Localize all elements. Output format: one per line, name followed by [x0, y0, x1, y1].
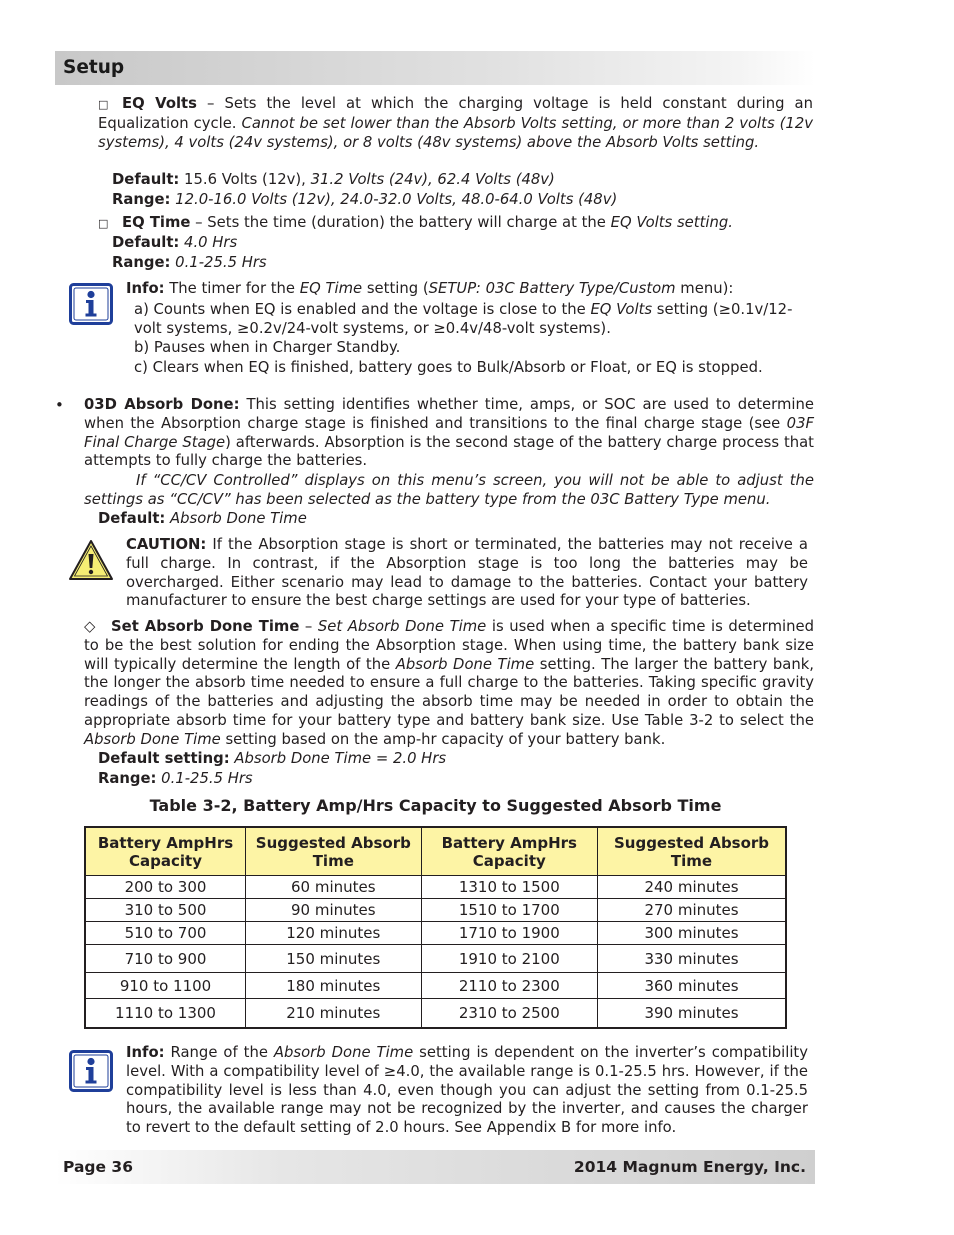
eq-volts-desc: – Sets the level at which the charging voltage is held constant during an Equalization cycle. — [98, 95, 813, 132]
square-bullet-icon: □ — [98, 98, 109, 111]
table-cell: 300 minutes — [598, 922, 786, 945]
square-bullet-icon: □ — [98, 217, 109, 230]
table-header-cell: Suggested Absorb Time — [598, 827, 786, 876]
table-cell: 200 to 300 — [85, 876, 246, 899]
table-row — [85, 973, 786, 999]
info-text: setting (≥0.1v/12-volt systems, ≥0.2v/24-volt systems, or ≥0.4v/48-volt systems). — [134, 300, 793, 337]
table-cell: 510 to 700 — [85, 922, 246, 945]
info-text-italic: EQ Volts — [590, 300, 653, 318]
set-absorb-text-italic: Absorb Done Time — [395, 655, 535, 673]
absorb-done-note: If “CC/CV Controlled” displays on this menu’s screen, you will not be able to adjust the settings as “CC/CV” has been selected as the battery type from the 03C Battery Type menu. — [84, 472, 814, 508]
info-text: setting is dependent on the inverter’s compatibility level. With a compatibility level of ≥4.0, the available range is 0.1-25.5 hrs. However, if the compatibility level is less than 4.0, even though you can adjust the setting from 0.1-25.5 hours, the available range may not be recognized by the inverter, and causes the charger to revert to the default setting of 2.0 hours. See Appendix B for more info. — [126, 1044, 808, 1137]
table-cell: 390 minutes — [598, 999, 786, 1028]
table-cell: 710 to 900 — [85, 945, 246, 973]
info-label: Info: — [126, 280, 165, 297]
table-cell: 310 to 500 — [85, 899, 246, 922]
table-cell: 120 minutes — [246, 922, 422, 945]
table-cell: 1110 to 1300 — [85, 999, 246, 1028]
table-cell: 910 to 1100 — [85, 973, 246, 999]
default-value: Absorb Done Time = 2.0 Hrs — [229, 750, 447, 767]
table-cell: 180 minutes — [246, 973, 422, 999]
caution-text: If the Absorption stage is short or terminated, the batteries may not receive a full charge. In contrast, if the Absorption stage is too long the batteries may be overcharged. Either scenario may lead to damage to the batteries. Contact your battery manufacturer to ensure the best charge settings are used for your type of batteries. — [126, 536, 808, 610]
round-bullet-icon: • — [55, 396, 64, 414]
absorb-done-text-italic: 03F Final Charge Stage — [84, 414, 814, 451]
eq-volts-note: Cannot be set lower than the Absorb Volts setting, or more than 2 volts (12v systems), 4 volts (24v systems), or 8 volts (48v systems) above the Absorb Volts setting. — [98, 114, 813, 151]
set-absorb-paragraph — [84, 618, 814, 750]
table-header-cell: Battery AmpHrs Capacity — [85, 827, 246, 876]
info-text-italic: SETUP: 03C Battery Type/Custom — [428, 280, 676, 297]
table-cell: 2310 to 2500 — [421, 999, 597, 1028]
table-cell: 1710 to 1900 — [421, 922, 597, 945]
default-value: 4.0 Hrs — [179, 234, 238, 251]
table-row — [85, 922, 786, 945]
table-cell: 1910 to 2100 — [421, 945, 597, 973]
eq-time-default — [112, 234, 812, 253]
range-label: Range: — [112, 254, 171, 271]
table-cell: 360 minutes — [598, 973, 786, 999]
info-1-item-a — [134, 301, 814, 339]
default-value-italic: 31.2 Volts (24v), 62.4 Volts (48v) — [310, 171, 555, 188]
eq-volts-paragraph — [98, 95, 813, 152]
info-icon — [69, 283, 113, 325]
table-header-cell: Suggested Absorb Time — [246, 827, 422, 876]
default-label: Default: — [112, 234, 180, 251]
footer-company: 2014 Magnum Energy, Inc. — [573, 1158, 806, 1176]
page-number: Page 36 — [63, 1158, 133, 1176]
eq-volts-range — [112, 191, 812, 210]
table-cell: 240 minutes — [598, 876, 786, 899]
absorb-done-paragraph — [84, 396, 814, 471]
diamond-bullet-icon: ◇ — [84, 618, 96, 635]
eq-time-paragraph — [98, 214, 813, 234]
eq-volts-name: EQ Volts — [122, 95, 197, 112]
range-value: 12.0-16.0 Volts (12v), 24.0-32.0 Volts, 48.0-64.0 Volts (48v) — [170, 191, 618, 208]
absorb-done-name: 03D Absorb Done: — [84, 396, 240, 413]
info-1-intro — [126, 280, 816, 299]
set-absorb-text: – — [299, 618, 318, 635]
table-cell: 60 minutes — [246, 876, 422, 899]
info-block-2 — [126, 1044, 808, 1138]
info-text-italic: EQ Time — [299, 280, 363, 297]
info-1-item-b: b) Pauses when in Charger Standby. — [134, 339, 401, 357]
section-title: Setup — [63, 57, 125, 78]
set-absorb-text-italic: Absorb Done Time — [84, 730, 221, 748]
table-row — [85, 999, 786, 1028]
info-icon — [69, 1050, 113, 1092]
caution-block — [126, 536, 808, 611]
range-value: 0.1-25.5 Hrs — [156, 770, 253, 787]
eq-time-name: EQ Time — [122, 214, 191, 231]
table-row — [85, 945, 786, 973]
info-text: The timer for the — [164, 280, 300, 297]
table-header-cell: Battery AmpHrs Capacity — [421, 827, 597, 876]
set-absorb-default — [98, 750, 798, 769]
info-text: Range of the — [164, 1044, 274, 1061]
absorb-done-text: This setting identifies whether time, amps, or SOC are used to determine when the Absorption charge stage is finished and transitions to the final charge stage (see — [84, 396, 814, 432]
absorb-done-text: ) afterwards. Absorption is the second stage of the battery charge process that attempts to fully charge the batteries. — [84, 433, 814, 470]
table-cell: 2110 to 2300 — [421, 973, 597, 999]
set-absorb-range — [98, 770, 798, 789]
table-row — [85, 899, 786, 922]
info-text: setting ( — [362, 280, 429, 297]
eq-time-desc: – Sets the time (duration) the battery will charge at the — [190, 214, 611, 231]
absorb-done-default — [98, 510, 798, 529]
range-label: Range: — [98, 770, 157, 787]
default-label: Default: — [98, 510, 166, 527]
default-value: Absorb Done Time — [165, 510, 307, 527]
eq-time-range — [112, 254, 812, 273]
set-absorb-name: Set Absorb Done Time — [111, 618, 300, 635]
table-cell: 90 minutes — [246, 899, 422, 922]
info-text: a) Counts when EQ is enabled and the voltage is close to the — [134, 300, 591, 318]
table-cell: 1510 to 1700 — [421, 899, 597, 922]
set-absorb-text: is used when a specific time is determined to be the best solution for ending the Absorption stage. When using time, the battery bank size will typically determine the length of the — [84, 618, 815, 673]
eq-volts-default — [112, 171, 812, 190]
range-value: 0.1-25.5 Hrs — [170, 254, 267, 271]
caution-icon — [68, 539, 114, 581]
table-header-row — [85, 827, 786, 876]
table-row — [85, 876, 786, 899]
table-cell: 1310 to 1500 — [421, 876, 597, 899]
table-cell: 210 minutes — [246, 999, 422, 1028]
range-label: Range: — [112, 191, 171, 208]
info-text-italic: Absorb Done Time — [273, 1044, 414, 1061]
caution-label: CAUTION: — [126, 536, 207, 553]
table-cell: 270 minutes — [598, 899, 786, 922]
table-cell: 150 minutes — [246, 945, 422, 973]
set-absorb-text-italic: Set Absorb Done Time — [317, 618, 487, 635]
table-cell: 330 minutes — [598, 945, 786, 973]
table-caption: Table 3-2, Battery Amp/Hrs Capacity to Suggested Absorb Time — [149, 796, 722, 815]
set-absorb-text: setting based on the amp-hr capacity of your battery bank. — [220, 730, 666, 748]
eq-time-desc-italic: EQ Volts setting. — [610, 214, 733, 231]
default-value: 15.6 Volts (12v), — [179, 171, 311, 188]
absorb-time-table — [84, 826, 787, 1029]
default-label: Default setting: — [98, 750, 230, 767]
section-header-bar — [55, 51, 815, 85]
set-absorb-text: setting. The larger the battery bank, the longer the absorb time needed to ensure a full charge to the batteries. Taking specific gravity readings of the batteries and adjusting the absorb time may be needed in order to obtain the appropriate absorb time for your battery type and battery bank size. Use Table 3-2 to select the — [84, 655, 814, 729]
info-block-1 — [126, 280, 816, 378]
info-label: Info: — [126, 1044, 165, 1061]
info-text: menu): — [675, 280, 734, 297]
info-1-item-c: c) Clears when EQ is finished, battery goes to Bulk/Absorb or Float, or EQ is stopped. — [134, 359, 763, 377]
default-label: Default: — [112, 171, 180, 188]
